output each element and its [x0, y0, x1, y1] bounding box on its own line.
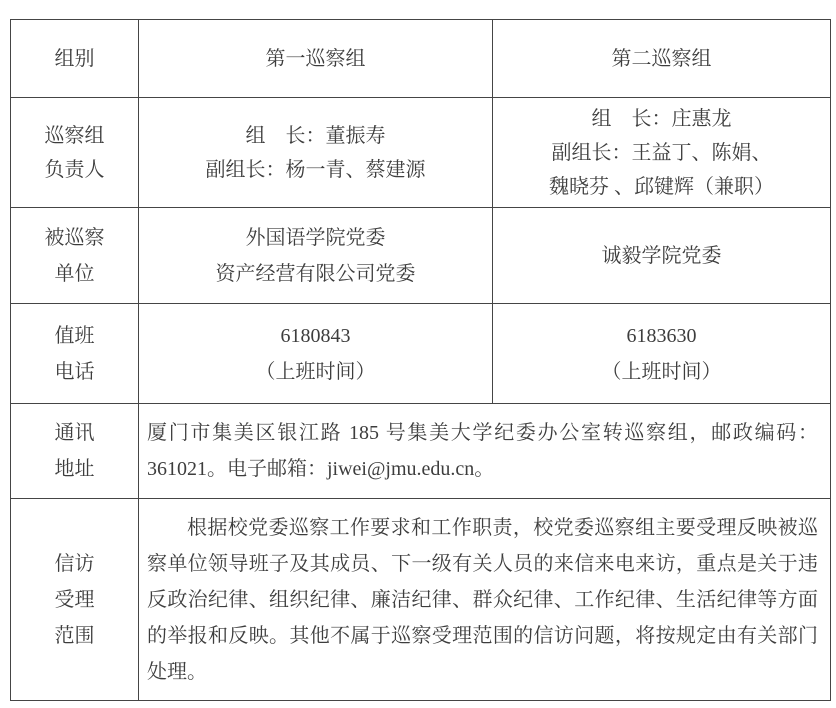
scope-label-cell	[11, 499, 139, 701]
phone-label-cell	[11, 304, 139, 404]
group-label: 组别	[54, 47, 95, 70]
row-label-line: 地址	[54, 458, 95, 480]
address-content-cell	[139, 404, 831, 499]
inspection-groups-table	[10, 19, 831, 701]
row-label-line: 值班	[54, 324, 95, 347]
leaders-group1-cell	[139, 98, 493, 208]
row-label-line: 受理	[54, 588, 95, 611]
table-row-leaders	[11, 98, 831, 208]
leaders-label-cell	[11, 98, 139, 208]
phone-hours: （上班时间）	[255, 360, 376, 383]
group1-name: 第一巡察组	[265, 47, 366, 70]
unit-line: 外国语学院党委	[245, 226, 386, 249]
leaders-group2-cell	[493, 98, 831, 208]
phone-hours: （上班时间）	[601, 360, 722, 383]
phone-group2-cell	[493, 304, 831, 404]
scope-content-cell	[139, 499, 831, 701]
table-row-petition-scope	[11, 499, 831, 701]
header-cell-group2	[493, 20, 831, 98]
units-label-cell	[11, 208, 139, 304]
row-label-line: 信访	[54, 552, 95, 575]
unit-line: 诚毅学院党委	[601, 244, 722, 267]
leader-line: 副组长：杨一青、蔡建源	[205, 158, 426, 181]
leader-line: 组 长：庄惠龙	[591, 107, 732, 130]
row-label-line: 单位	[54, 262, 95, 285]
row-label-line: 范围	[54, 624, 95, 647]
group2-name: 第二巡察组	[611, 47, 712, 70]
mailing-address-text: 厦门市集美区银江路 185 号集美大学纪委办公室转巡察组，邮政编码：361021。电子邮箱：jiwei@jmu.edu.cn。	[147, 422, 818, 480]
row-label-line: 被巡察	[44, 226, 105, 249]
units-group2-cell	[493, 208, 831, 304]
table-row-mailing-address	[11, 404, 831, 499]
address-label-cell	[11, 404, 139, 499]
row-label-line: 电话	[54, 360, 95, 383]
leader-line: 组 长：董振寿	[245, 124, 386, 147]
leader-line: 副组长：王益丁、陈娟、	[551, 141, 772, 164]
row-label-line: 通讯	[54, 422, 95, 444]
header-cell-group-label	[11, 20, 139, 98]
table-row-header	[11, 20, 831, 98]
table-row-duty-phone	[11, 304, 831, 404]
phone-number: 6180843	[280, 324, 351, 347]
units-group1-cell	[139, 208, 493, 304]
petition-scope-text: 根据校党委巡察工作要求和工作职责，校党委巡察组主要受理反映被巡察单位领导班子及其成员、下一级有关人员的来信来电来访，重点是关于违反政治纪律、组织纪律、廉洁纪律、群众纪律、工作纪律、生活纪律等方面的举报和反映。其他不属于巡察受理范围的信访问题，将按规定由有关部门处理。	[147, 516, 818, 683]
table-row-inspected-units	[11, 208, 831, 304]
leader-line: 魏晓芬 、邱键辉（兼职）	[549, 175, 774, 198]
row-label-line: 负责人	[44, 158, 105, 181]
phone-number: 6183630	[626, 324, 697, 347]
phone-group1-cell	[139, 304, 493, 404]
header-cell-group1	[139, 20, 493, 98]
unit-line: 资产经营有限公司党委	[215, 262, 416, 285]
row-label-line: 巡察组	[44, 124, 105, 147]
